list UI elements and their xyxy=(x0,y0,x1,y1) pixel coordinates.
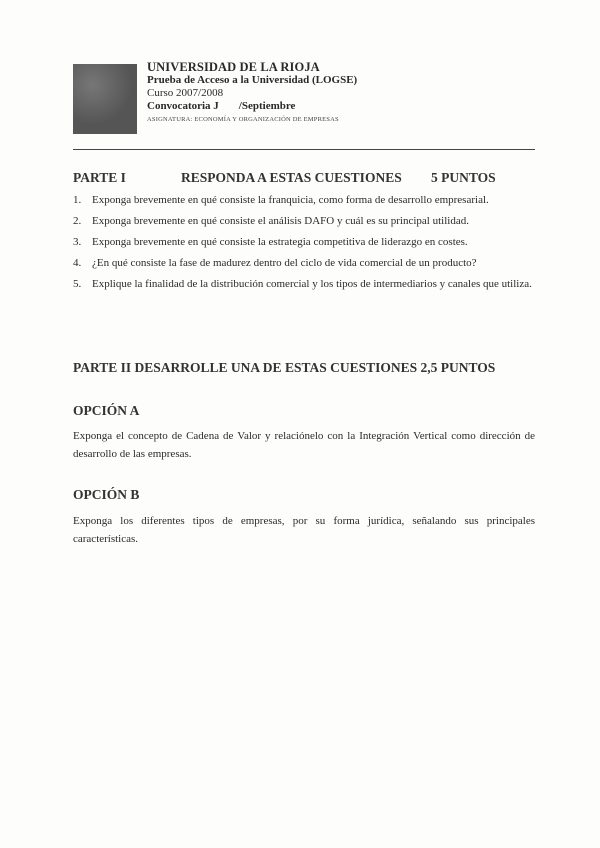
question-item xyxy=(73,255,535,272)
opcion-b-text: Exponga los diferentes tipos de empresas, por su forma jurídica, señalando sus principales características. xyxy=(73,515,535,545)
question-item xyxy=(73,213,535,230)
question-number: 1. xyxy=(73,194,82,206)
question-number: 5. xyxy=(73,278,82,290)
parte-2-heading: PARTE II DESARROLLE UNA DE ESTAS CUESTIONES 2,5 PUNTOS xyxy=(73,360,496,375)
exam-header xyxy=(147,61,447,126)
university-name: UNIVERSIDAD DE LA RIOJA xyxy=(147,60,320,74)
parte-1-heading xyxy=(73,170,535,188)
convocatoria-mark: J xyxy=(213,100,219,112)
question-number: 4. xyxy=(73,257,82,269)
question-number: 3. xyxy=(73,236,82,248)
question-text: ¿En qué consiste la fase de madurez dentro del ciclo de vida comercial de un producto? xyxy=(92,257,477,269)
question-text: Exponga brevemente en qué consiste la franquicia, como forma de desarrollo empresarial. xyxy=(92,194,489,206)
header-divider xyxy=(73,149,535,150)
question-text: Exponga brevemente en qué consiste la estrategia competitiva de liderazgo en costes. xyxy=(92,236,468,248)
course-year: Curso 2007/2008 xyxy=(147,87,224,99)
question-item xyxy=(73,192,535,209)
opcion-a-text: Exponga el concepto de Cadena de Valor y relaciónelo con la Integración Vertical como dirección de desarrollo de las empresas. xyxy=(73,430,535,460)
question-text: Explique la finalidad de la distribución comercial y los tipos de intermediarios y canales que utiliza. xyxy=(92,278,532,290)
parte-1-title: RESPONDA A ESTAS CUESTIONES xyxy=(181,170,402,185)
question-number: 2. xyxy=(73,215,82,227)
convocatoria-value: /Septiembre xyxy=(238,100,296,112)
opcion-a-heading: OPCIÓN A xyxy=(73,403,140,418)
parte-1-points: 5 PUNTOS xyxy=(431,170,496,185)
university-logo-image xyxy=(73,64,137,134)
convocatoria-line xyxy=(147,100,447,113)
parte-1-label: PARTE I xyxy=(73,170,126,185)
question-item xyxy=(73,276,535,293)
question-item xyxy=(73,234,535,251)
opcion-b-heading: OPCIÓN B xyxy=(73,487,140,502)
subject-line: ASIGNATURA: ECONOMÍA Y ORGANIZACIÓN DE EMPRESAS xyxy=(147,116,339,123)
question-text: Exponga brevemente en qué consiste el análisis DAFO y cuál es su principal utilidad. xyxy=(92,215,469,227)
convocatoria-label: Convocatoria xyxy=(147,100,211,112)
exam-title: Prueba de Acceso a la Universidad (LOGSE) xyxy=(147,74,358,86)
question-list xyxy=(73,192,535,297)
